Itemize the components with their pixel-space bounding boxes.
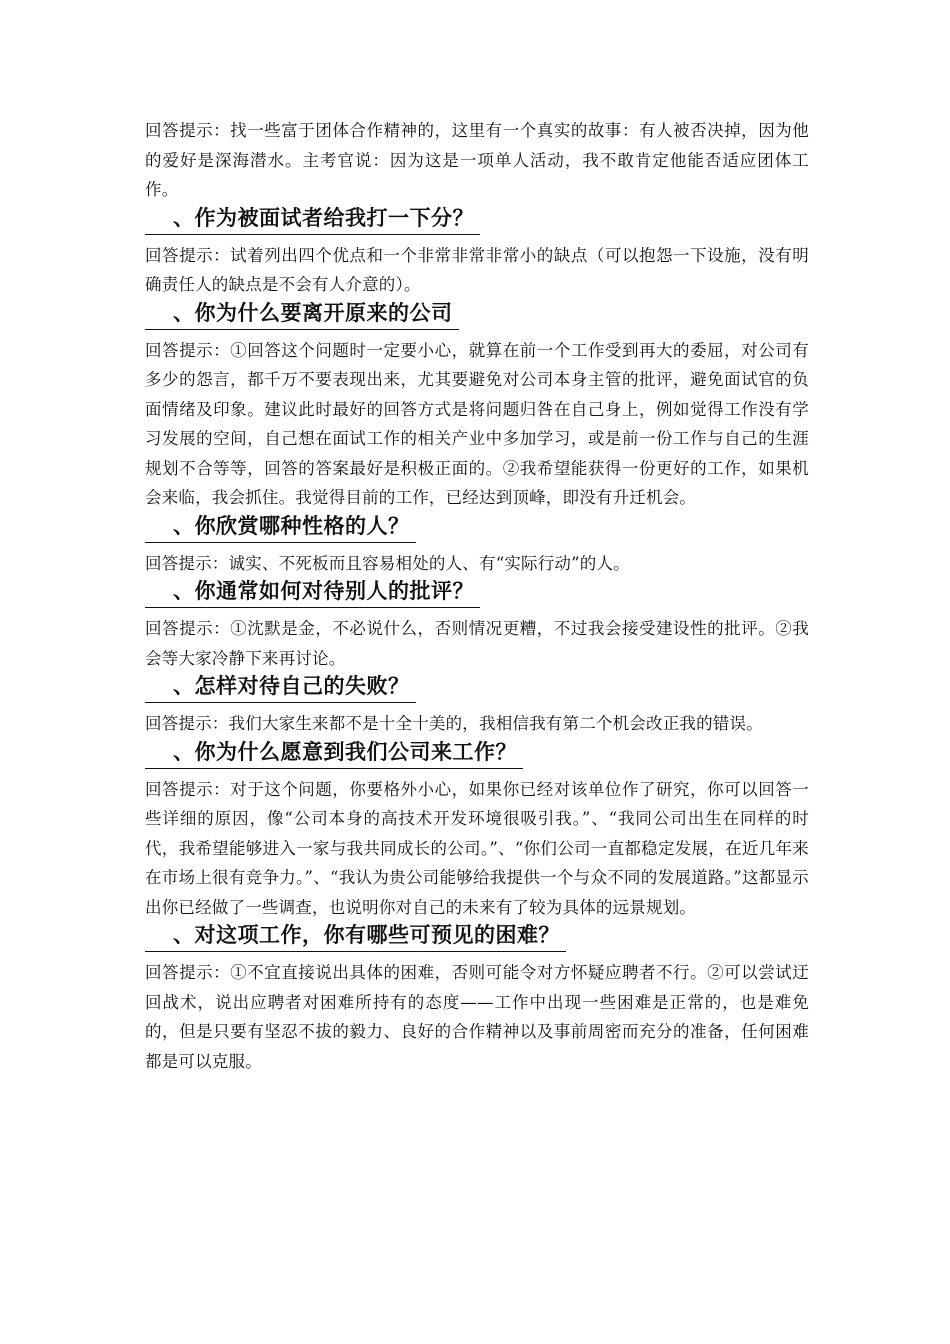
question-heading: 、作为被面试者给我打一下分？ [145, 203, 480, 235]
question-heading-wrapper [145, 511, 809, 549]
answer-paragraph: 回答提示：找一些富于团体合作精神的，这里有一个真实的故事：有人被否决掉，因为他的爱好是深海潜水。主考官说：因为这是一项单人活动，我不敢肯定他能否适应团体工作。 [145, 121, 809, 199]
answer-paragraph: 回答提示：试着列出四个优点和一个非常非常非常小的缺点（可以抱怨一下设施，没有明确责任人的缺点是不会有人介意的）。 [145, 245, 809, 294]
question-heading: 、你通常如何对待别人的批评？ [145, 576, 480, 608]
question-heading: 、你为什么愿意到我们公司来工作？ [145, 737, 523, 769]
answer-paragraph: 回答提示：①不宜直接说出具体的困难，否则可能令对方怀疑应聘者不行。②可以尝试迂回战术，说出应聘者对困难所持有的态度——工作中出现一些困难是正常的，也是难免的，但是只要有坚忍不拔的毅力、良好的合作精神以及事前周密而充分的准备，任何困难都是可以克服。 [145, 963, 809, 1071]
document-body [145, 116, 809, 1076]
question-heading-wrapper [145, 298, 809, 336]
question-heading-wrapper [145, 671, 809, 709]
answer-paragraph: 回答提示：①沈默是金，不必说什么，否则情况更糟，不过我会接受建设性的批评。②我会等大家冷静下来再讨论。 [145, 619, 809, 668]
answer-paragraph: 回答提示：诚实、不死板而且容易相处的人、有“实际行动”的人。 [145, 553, 630, 573]
question-heading-wrapper [145, 576, 809, 614]
question-heading: 、对这项工作，你有哪些可预见的困难？ [145, 920, 566, 952]
answer-paragraph: 回答提示：①回答这个问题时一定要小心，就算在前一个工作受到再大的委屈，对公司有多少的怨言，都千万不要表现出来，尤其要避免对公司本身主管的批评，避免面试官的负面情绪及印象。建议此时最好的回答方式是将问题归咎在自己身上，例如觉得工作没有学习发展的空间，自己想在面试工作的相关产业中多加学习，或是前一份工作与自己的生涯规划不合等等，回答的答案最好是积极正面的。②我希望能获得一份更好的工作，如果机会来临，我会抓住。我觉得目前的工作，已经达到顶峰，即没有升迁机会。 [145, 340, 809, 507]
answer-paragraph: 回答提示：我们大家生来都不是十全十美的，我相信我有第二个机会改正我的错误。 [145, 714, 763, 733]
answer-paragraph: 回答提示：对于这个问题，你要格外小心，如果你已经对该单位作了研究，你可以回答一些详细的原因，像“公司本身的高技术开发环境很吸引我。”、“我同公司出生在同样的时代，我希望能够进入一家与我共同成长的公司。”、“你们公司一直都稳定发展，在近几年来在市场上很有竞争力。”、“我认为贵公司能够给我提供一个与众不同的发展道路。”这都显示出你已经做了一些调查，也说明你对自己的未来有了较为具体的远景规划。 [145, 779, 809, 917]
question-heading-wrapper [145, 920, 809, 958]
question-heading: 、怎样对待自己的失败？ [145, 671, 416, 703]
question-heading-wrapper [145, 203, 809, 241]
question-heading: 、你欣赏哪种性格的人？ [145, 511, 416, 543]
question-heading-wrapper [145, 737, 809, 775]
question-heading: 、你为什么要离开原来的公司 [145, 298, 459, 330]
